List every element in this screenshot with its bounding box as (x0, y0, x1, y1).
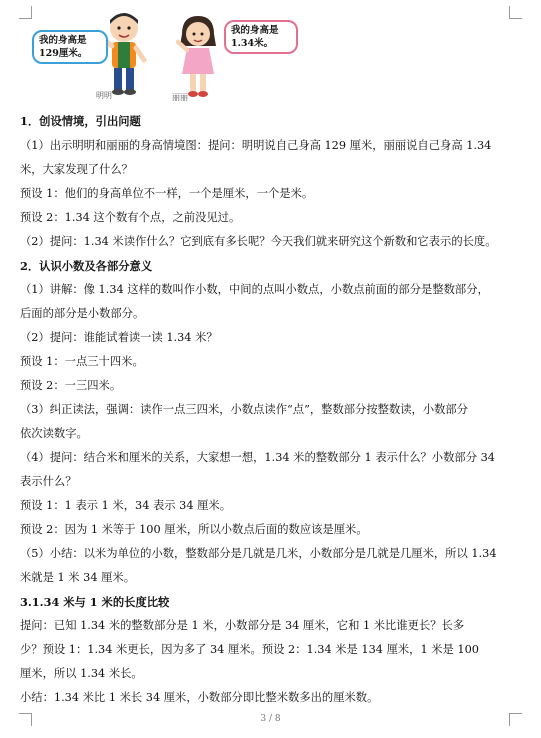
boy-name-caption: 明明 (96, 91, 112, 100)
girl-speech-bubble (224, 20, 298, 54)
girl-figure-icon (170, 12, 226, 98)
heading-2: 2．认识小数及各部分意义 (20, 259, 153, 273)
corner-mark-top-right (509, 6, 522, 19)
paragraph-line: （2）提问：谁能试着读一读 1.34 米？ (20, 331, 218, 344)
heading-3: 3.1.34 米与 1 米的长度比较 (20, 595, 170, 609)
girl-speech-line-2: 1.34米。 (231, 38, 274, 49)
paragraph-line: 预设 1：他们的身高单位不一样，一个是厘米，一个是米。 (20, 187, 314, 200)
heading-1: 1．创设情境，引出问题 (20, 114, 141, 128)
paragraph-line: （5）小结：以米为单位的小数，整数部分是几就是几米，小数部分是几就是几厘米，所以 1.34 (20, 547, 497, 560)
height-illustration (30, 8, 300, 108)
paragraph-line: （2）提问：1.34 米读作什么？它到底有多长呢？今天我们就来研究这个新数和它表示的长度。 (20, 235, 497, 248)
paragraph-line: （3）纠正读法，强调：读作一点三四米，小数点读作“点”，整数部分按整数读，小数部分 (20, 403, 469, 416)
paragraph-line: 预设 1：1 表示 1 米，34 表示 34 厘米。 (20, 499, 232, 512)
boy-speech-line-2: 129厘米。 (39, 48, 88, 59)
paragraph-line: 厘米，所以 1.34 米长。 (20, 667, 143, 680)
boy-speech-bubble (32, 30, 108, 64)
paragraph-line: 提问：已知 1.34 米的整数部分是 1 米，小数部分是 34 厘米，它和 1 米比谁更长？长多 (20, 619, 465, 632)
girl-name-caption: 丽丽 (172, 93, 188, 102)
boy-speech-line-1: 我的身高是 (39, 35, 87, 46)
girl-speech-line-1: 我的身高是 (231, 25, 279, 36)
paragraph-line: 表示什么？ (20, 475, 77, 488)
paragraph-line: 预设 1：一点三十四米。 (20, 355, 144, 368)
paragraph-line: （1）讲解：像 1.34 这样的数叫作小数，中间的点叫小数点，小数点前面的部分是整数部分， (20, 283, 489, 296)
paragraph-line: （4）提问：结合米和厘米的关系，大家想一想，1.34 米的整数部分 1 表示什么？小数部分 34 (20, 451, 495, 464)
paragraph-line: 预设 2：一三四米。 (20, 379, 122, 392)
paragraph-line: 米，大家发现了什么？ (20, 163, 133, 176)
paragraph-line: （1）出示明明和丽丽的身高情境图：提问：明明说自己身高 129 厘米，丽丽说自己身高 1.34 (20, 139, 492, 152)
paragraph-line: 预设 2：因为 1 米等于 100 厘米，所以小数点后面的数应该是厘米。 (20, 523, 368, 536)
paragraph-line: 预设 2：1.34 这个数有个点，之前没见过。 (20, 211, 241, 224)
paragraph-line: 小结：1.34 米比 1 米长 34 厘米，小数部分即比整米数多出的厘米数。 (20, 691, 379, 704)
paragraph-line: 后面的部分是小数部分。 (20, 307, 145, 320)
paragraph-line: 少？预设 1：1.34 米更长，因为多了 34 厘米。预设 2：1.34 米是 134 厘米，1 米是 100 (20, 643, 479, 656)
paragraph-line: 米就是 1 米 34 厘米。 (20, 571, 136, 584)
page-number: 3 / 8 (260, 714, 281, 724)
paragraph-line: 依次读数字。 (20, 427, 88, 440)
